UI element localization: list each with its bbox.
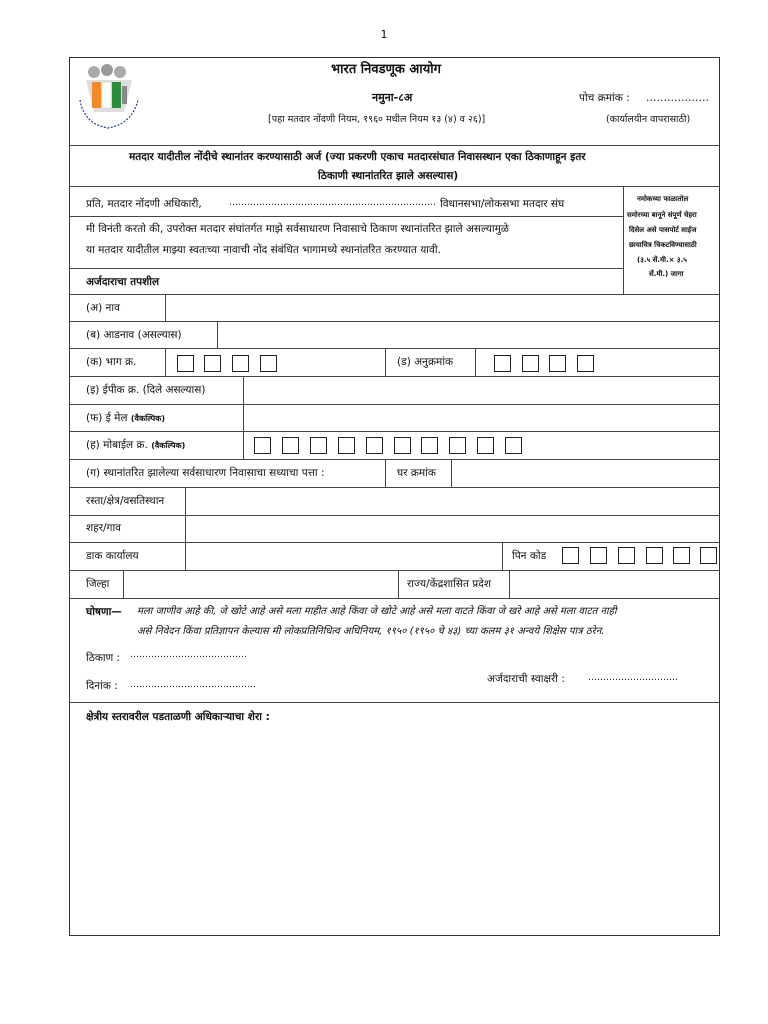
declaration-label: घोषणा— — [86, 606, 122, 618]
surname-label: (ब) आडनाव (असल्यास) — [86, 329, 182, 341]
email-input[interactable] — [244, 405, 719, 430]
epic-number-label: (इ) ईपीक क्र. (दिले असल्यास) — [86, 384, 206, 396]
signature-label: अर्जदाराची स्वाक्षरी : — [487, 673, 565, 685]
part-number-box[interactable] — [204, 355, 221, 372]
photo-instructions-1: नमोकच्या फाळातोल — [637, 195, 689, 203]
election-commission-logo — [76, 60, 142, 132]
request-text-line1: मी विनंती करतो की, उपरोक्त मतदार संघांतर्गत माझे सर्वसाधारण निवासाचे ठिकाण स्थानांतरित झाले असल्यामुळे — [86, 223, 509, 235]
mobile-digit-box[interactable] — [477, 437, 494, 454]
district-label: जिल्हा — [86, 578, 110, 590]
page-number: 1 — [380, 28, 388, 41]
receipt-number-field[interactable]: ……………… — [646, 92, 709, 104]
mobile-label: (ह) मोबाईल क्र. (वैकल्पिक) — [86, 439, 186, 451]
mobile-digit-box[interactable] — [421, 437, 438, 454]
pin-code-box[interactable] — [618, 547, 635, 564]
town-input[interactable] — [186, 516, 719, 541]
rules-reference: [पहा मतदार नोंदणी नियम, १९६० मधील नियम १३ (४) व २६)] — [268, 114, 486, 125]
addressee-label: प्रति, मतदार नोंदणी अधिकारी, — [86, 198, 202, 210]
name-input[interactable] — [166, 295, 719, 320]
place-label: ठिकाण : — [86, 652, 121, 664]
pin-code-box[interactable] — [673, 547, 690, 564]
request-text-line2: या मतदार यादीतील माझ्या स्वतःच्या नावाची नोंद संबंधित भागामध्ये स्थानांतरित करण्यात यावी. — [86, 244, 441, 256]
photo-paste-area[interactable] — [624, 187, 719, 293]
town-label: शहर/गाव — [86, 522, 122, 534]
street-input[interactable] — [186, 488, 719, 514]
mobile-digit-box[interactable] — [505, 437, 522, 454]
house-number-label: घर क्रमांक — [397, 467, 436, 479]
applicant-details-title: अर्जदाराचा तपशील — [86, 276, 160, 288]
mobile-digit-box[interactable] — [310, 437, 327, 454]
current-address-label: (ग) स्थानांतरित झालेल्या सर्वसाधारण निवासाचा सध्याचा पत्ता : — [86, 467, 325, 479]
remarks-area[interactable] — [70, 730, 719, 935]
form-name: नमुना-८अ — [372, 91, 413, 104]
logo-icon — [76, 60, 142, 132]
photo-instructions-2: समोरच्या बानूने संपूर्ण चेहरा — [627, 211, 697, 219]
mobile-digit-box[interactable] — [338, 437, 355, 454]
pin-code-label: पिन कोड — [512, 550, 547, 562]
street-label: रस्ता/क्षेत्र/वसतिस्थान — [86, 495, 165, 507]
office-use-label: (कार्यालयीन वापरासाठी) — [606, 114, 691, 125]
post-office-input[interactable] — [186, 543, 502, 569]
mobile-digit-box[interactable] — [254, 437, 271, 454]
epic-number-input[interactable] — [244, 377, 719, 403]
part-number-box[interactable] — [260, 355, 277, 372]
pin-code-box[interactable] — [562, 547, 579, 564]
signature-field[interactable]: ………………………… — [588, 673, 678, 683]
mobile-digit-box[interactable] — [449, 437, 466, 454]
pin-code-box[interactable] — [646, 547, 663, 564]
photo-instructions-3: दिसेल असे पासपोर्ट साईज — [629, 226, 697, 234]
house-number-input[interactable] — [452, 460, 719, 486]
constituency-label: विधानसभा/लोकसभा मतदार संघ — [440, 198, 565, 210]
remarks-title: क्षेत्रीय स्तरावरील पडताळणी अधिकाऱ्याचा शेरा : — [86, 711, 270, 723]
mobile-digit-box[interactable] — [282, 437, 299, 454]
declaration-text-line1: मला जाणीव आहे की, जे खोटे आहे असे मला माहीत आहे किंवा जे खोटे आहे असे मला वाटते किंवा जे खरे आहे असे मला वाटत नाही — [137, 606, 617, 617]
serial-number-label: (ड) अनुक्रमांक — [397, 356, 454, 368]
photo-instructions-5: (३.५ सें.मी.× ३.५ — [637, 256, 687, 264]
name-label: (अ) नाव — [86, 302, 120, 314]
date-label: दिनांक : — [86, 680, 118, 692]
part-number-label: (क) भाग क्र. — [86, 356, 137, 368]
district-input[interactable] — [124, 571, 398, 597]
application-title-line2: ठिकाणी स्थानांतरित झाले असल्यास) — [318, 170, 459, 182]
registration-officer-field[interactable]: …………………………………………………………… — [229, 198, 436, 208]
mobile-digit-box[interactable] — [394, 437, 411, 454]
state-ut-label: राज्य/केंद्रशासित प्रदेश — [407, 578, 491, 590]
part-number-box[interactable] — [177, 355, 194, 372]
pin-code-box[interactable] — [590, 547, 607, 564]
photo-instructions-6: सें.मी.) जागा — [649, 270, 684, 278]
surname-input[interactable] — [218, 322, 719, 347]
org-title: भारत निवडणूक आयोग — [331, 62, 441, 77]
serial-number-box[interactable] — [577, 355, 594, 372]
mobile-digit-box[interactable] — [366, 437, 383, 454]
serial-number-box[interactable] — [549, 355, 566, 372]
receipt-label: पोच क्रमांक : — [579, 92, 630, 104]
place-field[interactable]: ………………………………… — [130, 650, 247, 660]
post-office-label: डाक कार्यालय — [86, 550, 139, 562]
pin-code-box[interactable] — [700, 547, 717, 564]
serial-number-box[interactable] — [494, 355, 511, 372]
part-number-box[interactable] — [232, 355, 249, 372]
serial-number-box[interactable] — [522, 355, 539, 372]
declaration-text-line2: असे निवेदन किंवा प्रतिज्ञापन केल्यास मी लोकप्रतिनिधित्व अधिनियम, १९५० (१९५० चे ४३) च्या कलम ३१ अन्वये शिक्षेस पात्र ठरेन. — [137, 626, 605, 637]
state-ut-input[interactable] — [510, 571, 719, 597]
email-label: (फ) ई मेल (वैकल्पिक) — [86, 412, 165, 424]
date-field[interactable]: …………………………………… — [130, 680, 256, 690]
photo-instructions-4: छायाचित्र चिकटविण्यासाठी — [629, 241, 697, 249]
application-title-line1: मतदार यादीतील नोंदीचे स्थानांतर करण्यासाठी अर्ज (ज्या प्रकरणी एकाच मतदारसंघात निवासस्थान एका ठिकाणाहून इतर — [129, 151, 586, 163]
